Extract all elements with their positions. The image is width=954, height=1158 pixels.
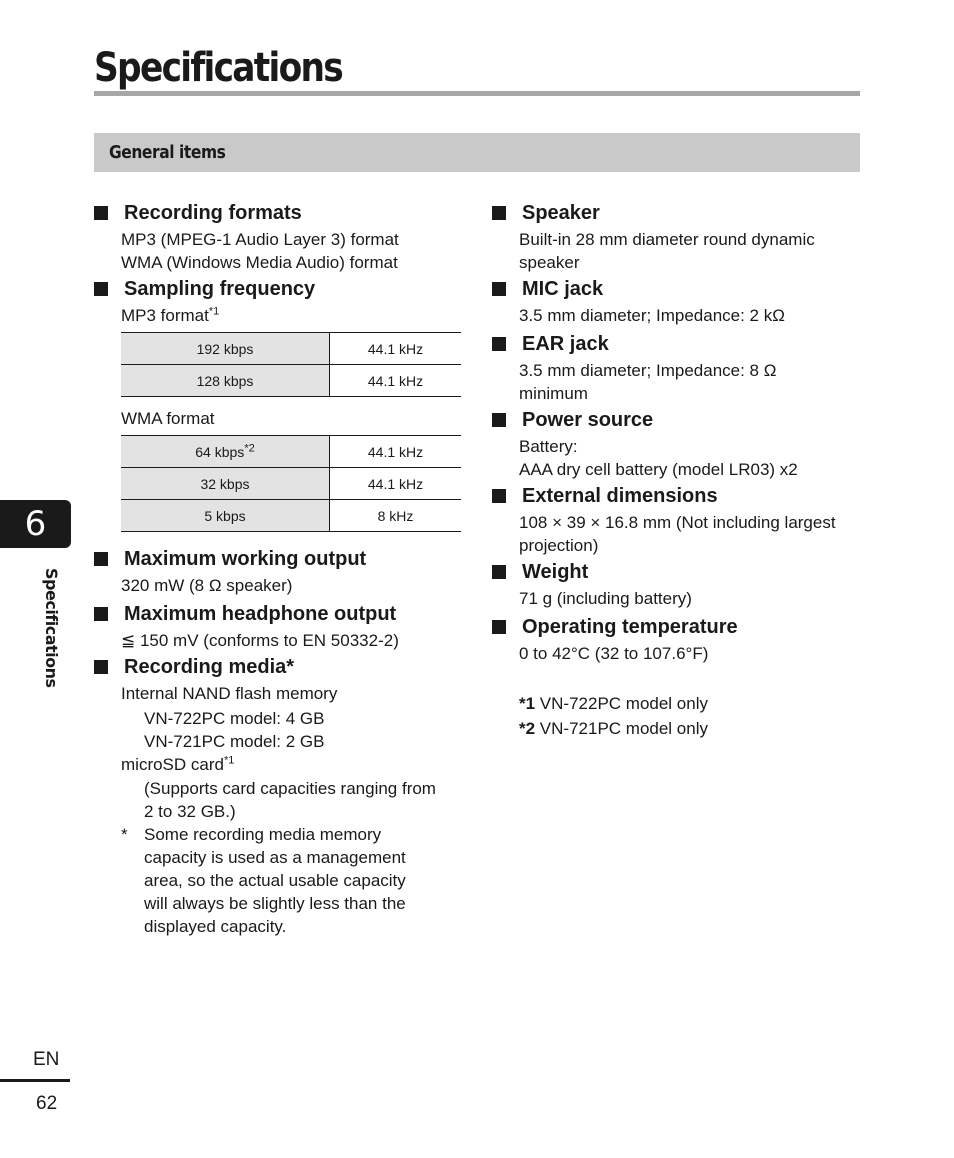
recording-media-note xyxy=(121,823,464,938)
square-bullet-icon xyxy=(492,565,506,579)
section-title: General items xyxy=(109,142,226,163)
spec-value: speaker xyxy=(519,253,580,272)
side-section-label: Specifications xyxy=(42,568,61,688)
footnote: *2 VN-721PC model only xyxy=(519,719,708,738)
table-cell-frequency: 44.1 kHz xyxy=(330,365,462,397)
spec-value: Internal NAND flash memory xyxy=(121,684,338,703)
spec-value: ≦ 150 mV (conforms to EN 50332-2) xyxy=(121,631,399,650)
note-text: Some recording media memory capacity is used as a management area, so the actual usable capacity will always be slightly less than the displayed capacity. xyxy=(144,825,406,936)
table-cell-frequency: 44.1 kHz xyxy=(330,333,462,365)
spec-value: projection) xyxy=(519,536,599,555)
table-cell-bitrate: 5 kbps xyxy=(121,500,330,532)
spec-value: minimum xyxy=(519,384,588,403)
spec-heading-operating-temperature: Operating temperature xyxy=(492,614,862,640)
spec-value: microSD card$^{*1}$ xyxy=(121,754,235,774)
table-row xyxy=(121,468,461,500)
table-cell-frequency: 44.1 kHz xyxy=(330,436,462,468)
spec-value: 3.5 mm diameter; Impedance: 8 Ω xyxy=(519,361,777,380)
table-cell-frequency: 8 kHz xyxy=(330,500,462,532)
note-mark: * xyxy=(121,825,128,844)
mp3-sampling-table xyxy=(121,332,461,397)
spec-heading-mic-jack: MIC jack xyxy=(492,276,862,302)
chapter-number: 6 xyxy=(24,504,47,544)
spec-heading-recording-media: Recording media* xyxy=(94,654,464,680)
left-column xyxy=(94,200,464,938)
page-title: Specifications xyxy=(94,45,343,91)
spec-value: 0 to 42°C (32 to 107.6°F) xyxy=(519,644,709,663)
spec-heading-ear-jack: EAR jack xyxy=(492,331,862,357)
spec-heading-weight: Weight xyxy=(492,559,862,585)
spec-heading-max-working-output: Maximum working output xyxy=(94,546,464,572)
square-bullet-icon xyxy=(94,282,108,296)
table-cell-bitrate: 128 kbps xyxy=(121,365,330,397)
square-bullet-icon xyxy=(492,337,506,351)
table-cell-frequency: 44.1 kHz xyxy=(330,468,462,500)
mp3-format-label: MP3 format$^{*1}$ xyxy=(121,305,220,325)
spec-value: VN-721PC model: 2 GB xyxy=(144,732,325,751)
spec-heading-max-headphone-output: Maximum headphone output xyxy=(94,601,464,627)
right-column xyxy=(492,200,862,741)
spec-value: (Supports card capacities ranging from xyxy=(144,779,436,798)
table-cell-bitrate: 64 kbps$^{*2}$ xyxy=(121,436,330,468)
square-bullet-icon xyxy=(94,660,108,674)
page-number: 62 xyxy=(36,1093,58,1114)
spec-value: WMA (Windows Media Audio) format xyxy=(121,253,398,272)
footer-rule xyxy=(0,1079,70,1082)
spec-value: VN-722PC model: 4 GB xyxy=(144,709,325,728)
spec-value: Battery: xyxy=(519,437,578,456)
square-bullet-icon xyxy=(94,607,108,621)
table-row xyxy=(121,333,461,365)
spec-heading-speaker: Speaker xyxy=(492,200,862,226)
table-cell-bitrate: 192 kbps xyxy=(121,333,330,365)
chapter-tab xyxy=(0,500,71,548)
spec-heading-recording-formats: Recording formats xyxy=(94,200,464,226)
square-bullet-icon xyxy=(94,206,108,220)
table-row xyxy=(121,365,461,397)
spec-heading-power-source: Power source xyxy=(492,407,862,433)
square-bullet-icon xyxy=(492,620,506,634)
square-bullet-icon xyxy=(492,282,506,296)
spec-value: MP3 (MPEG-1 Audio Layer 3) format xyxy=(121,230,399,249)
spec-value: AAA dry cell battery (model LR03) x2 xyxy=(519,460,798,479)
spec-value: 2 to 32 GB.) xyxy=(144,802,236,821)
table-cell-bitrate: 32 kbps xyxy=(121,468,330,500)
table-row xyxy=(121,500,461,532)
spec-heading-sampling-frequency: Sampling frequency xyxy=(94,276,464,302)
table-row xyxy=(121,436,461,468)
spec-value: 3.5 mm diameter; Impedance: 2 kΩ xyxy=(519,306,785,325)
wma-format-label: WMA format xyxy=(121,409,215,428)
spec-value: Built-in 28 mm diameter round dynamic xyxy=(519,230,815,249)
square-bullet-icon xyxy=(492,206,506,220)
language-label: EN xyxy=(33,1049,60,1070)
spec-value: 71 g (including battery) xyxy=(519,589,692,608)
square-bullet-icon xyxy=(94,552,108,566)
section-header xyxy=(94,133,860,172)
title-underline xyxy=(94,91,860,96)
spec-heading-external-dimensions: External dimensions xyxy=(492,483,862,509)
square-bullet-icon xyxy=(492,413,506,427)
footnote: *1 VN-722PC model only xyxy=(519,694,708,713)
spec-value: 320 mW (8 Ω speaker) xyxy=(121,576,293,595)
square-bullet-icon xyxy=(492,489,506,503)
spec-value: 108 × 39 × 16.8 mm (Not including largest xyxy=(519,513,836,532)
wma-sampling-table xyxy=(121,435,461,532)
